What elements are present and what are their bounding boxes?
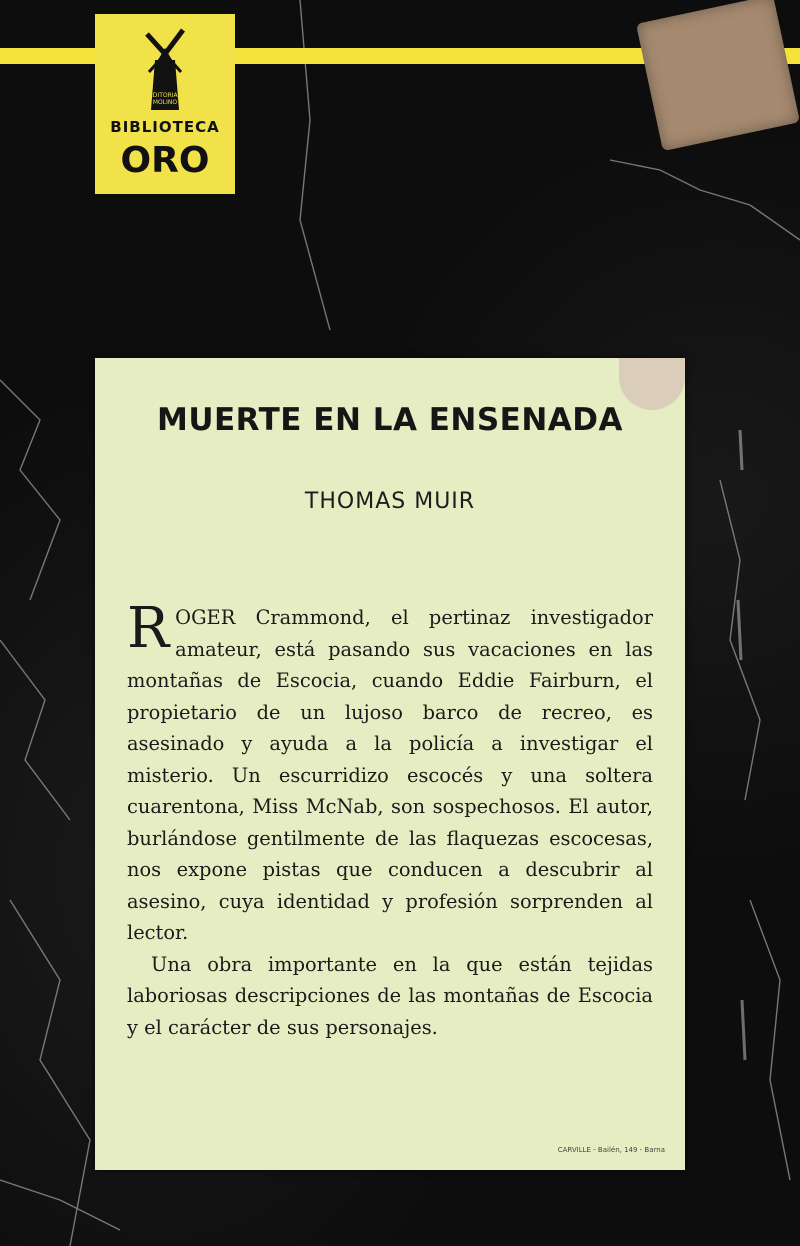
paragraph-1-text: OGER Crammond, el pertinaz investigador amateur, está pasando sus vacaciones en las montañas de Escocia, cuando Eddie Fairburn, el propietario de un lujoso barco de recreo, es asesinado y ayuda a la policía a investigar el misterio. Un escurridizo escocés y una soltera cuarentona, Miss McNab, son sospechosos. El autor, burlándose gentilmente de las flaquezas escocesas, nos expone pistas que conducen a descubrir al asesino, cuya identidad y profesión sorprenden al lector. bbox=[127, 606, 653, 944]
book-title: MUERTE EN LA ENSENADA bbox=[156, 402, 624, 438]
logo-line-oro: ORO bbox=[120, 140, 210, 181]
publisher-mini-label: EDITORIAL MOLINO bbox=[149, 92, 181, 106]
logo-line-biblioteca: BIBLIOTECA bbox=[110, 118, 220, 136]
synopsis-text bbox=[127, 596, 653, 1043]
synopsis-panel bbox=[95, 358, 685, 1170]
printer-imprint: CARVILLE - Bailén, 149 - Barna bbox=[557, 1146, 665, 1154]
synopsis-paragraph-1 bbox=[127, 596, 653, 949]
drop-cap: R bbox=[127, 596, 170, 661]
synopsis-paragraph-2: Una obra importante en la que están tejidas laboriosas descripciones de las montañas de Escocia y el carácter de sus personajes. bbox=[127, 952, 653, 1039]
book-author: THOMAS MUIR bbox=[304, 489, 476, 514]
publisher-logo bbox=[95, 14, 235, 194]
